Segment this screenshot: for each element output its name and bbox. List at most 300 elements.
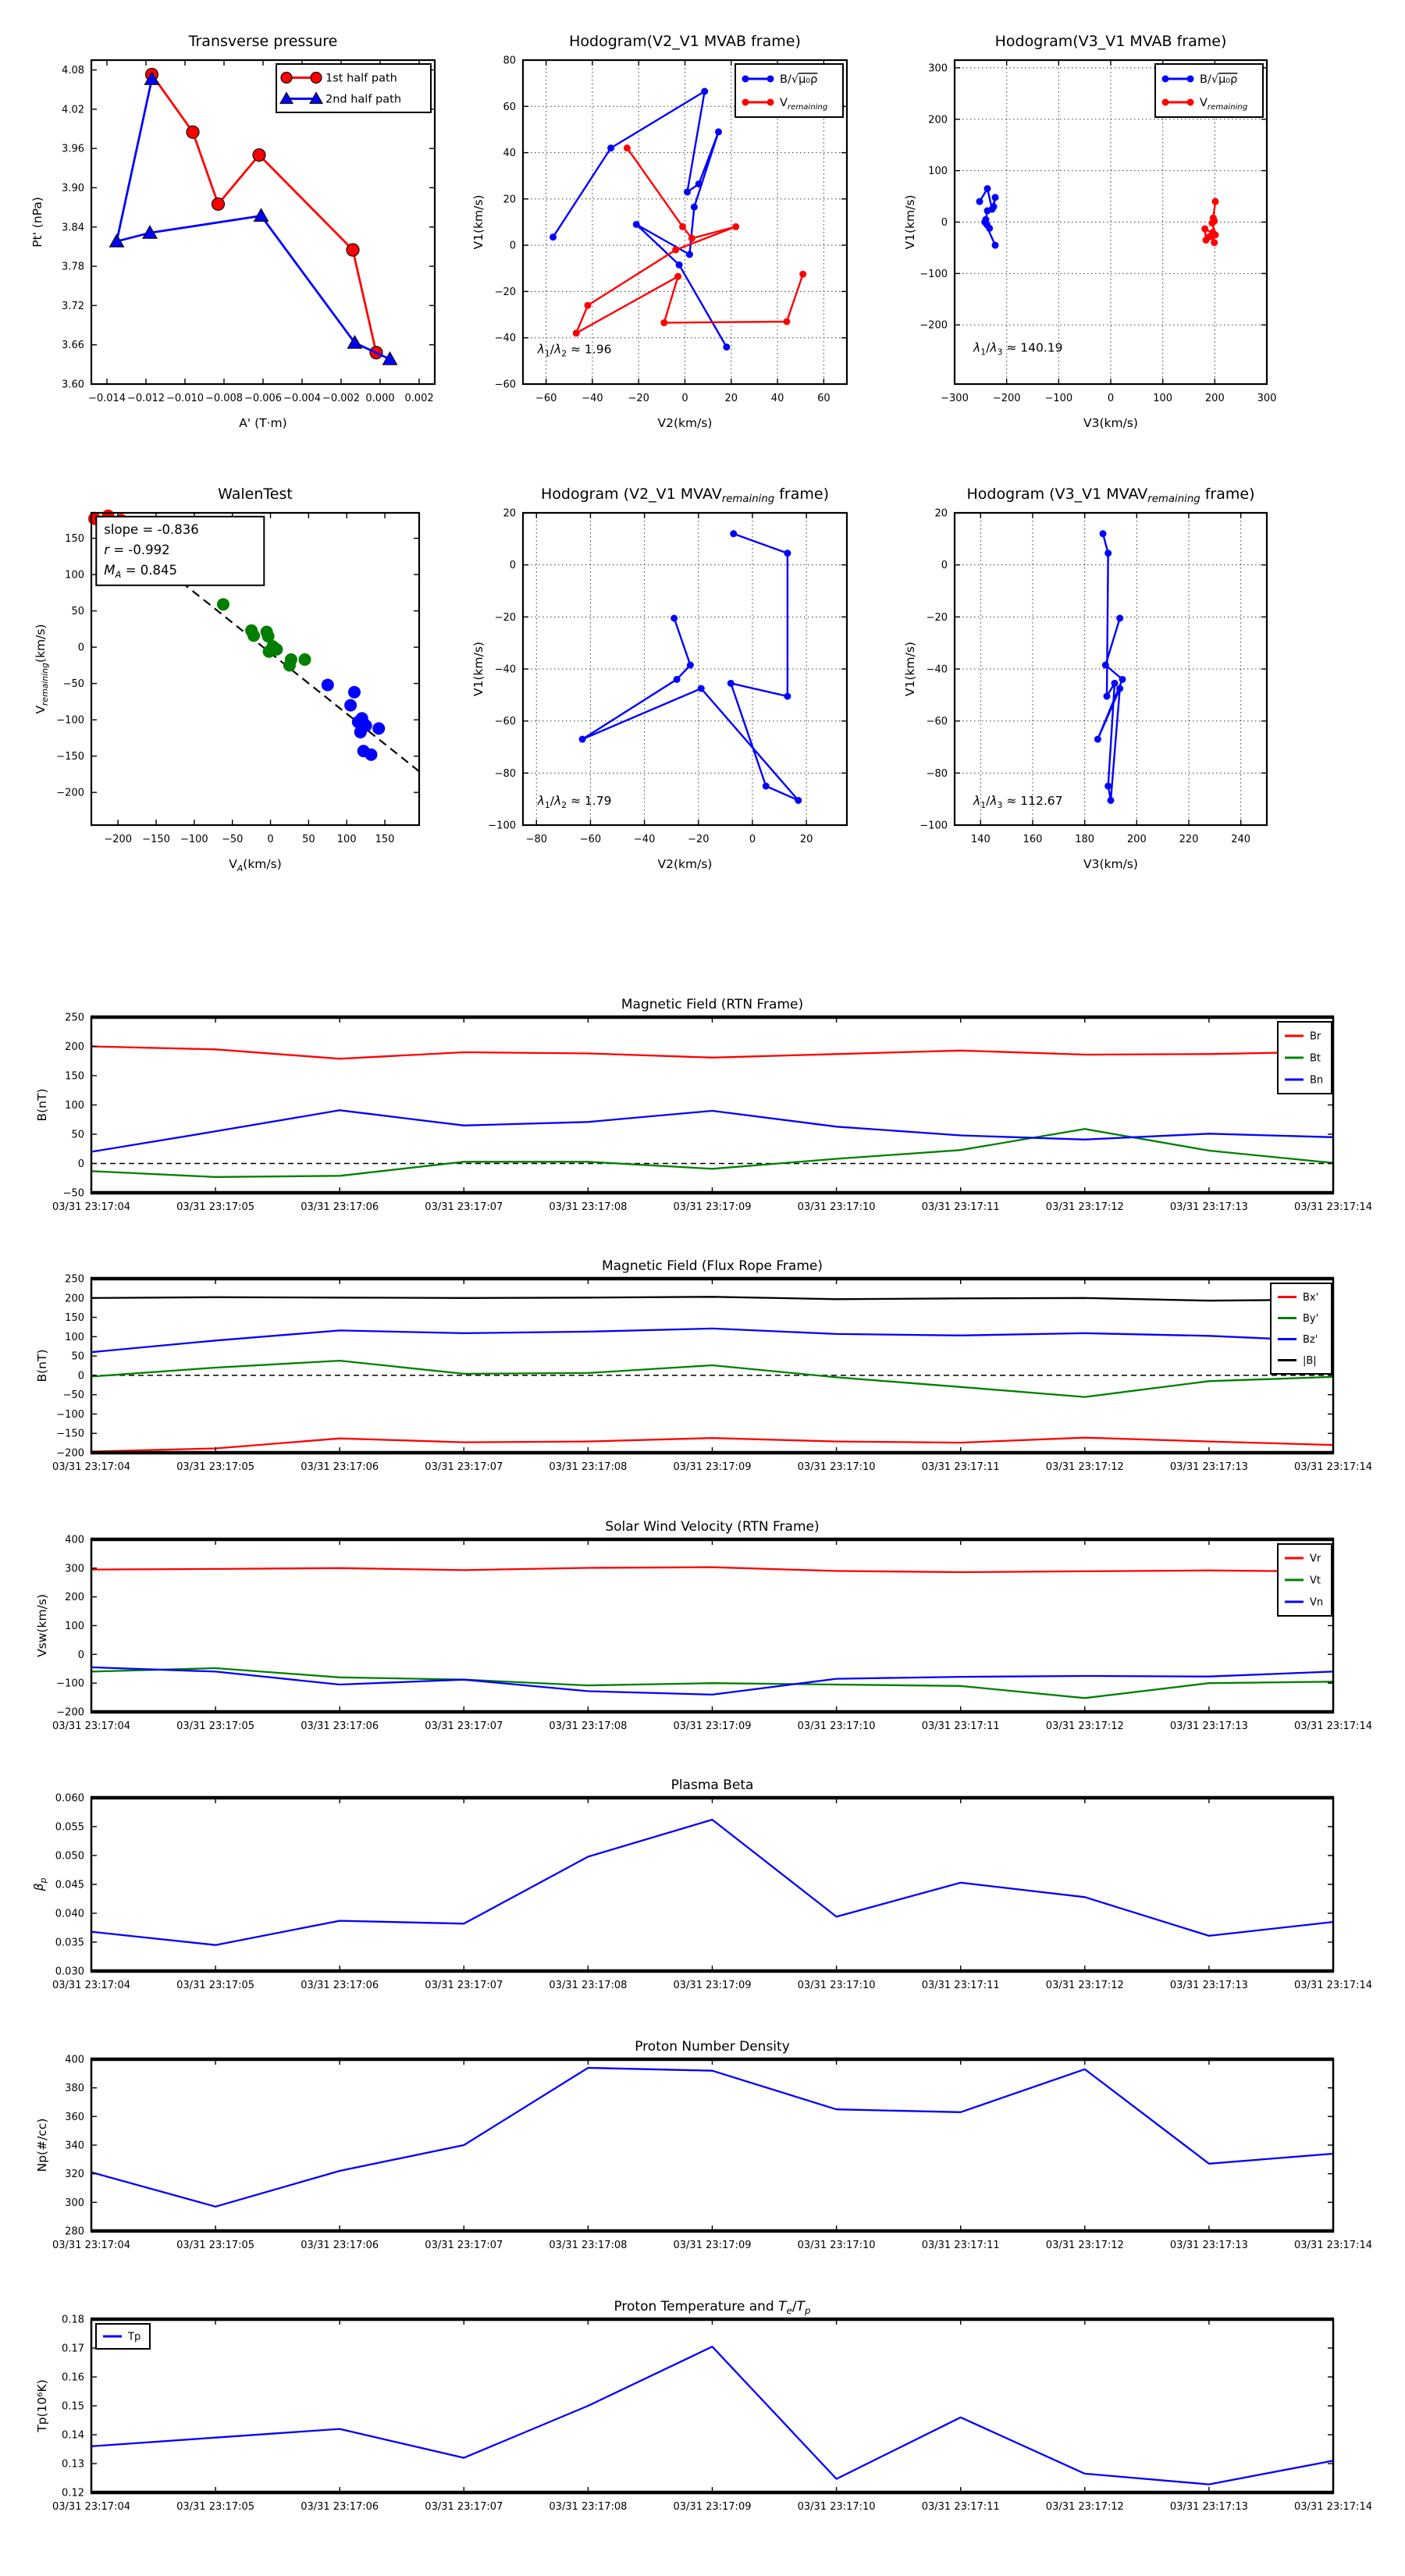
legend-label: B/√μ₀ρ <box>780 73 818 87</box>
x-tick-label: 0 <box>681 393 688 404</box>
chart-walen-test <box>34 486 419 873</box>
x-tick-label: 03/31 23:17:13 <box>1169 1461 1248 1473</box>
x-tick-label: −150 <box>142 834 170 845</box>
x-tick-label: 03/31 23:17:05 <box>176 1201 255 1213</box>
dot-marker <box>715 128 722 135</box>
x-tick-label: 03/31 23:17:04 <box>52 1201 130 1213</box>
x-tick-label: 140 <box>970 834 991 845</box>
dot-marker <box>1201 226 1208 233</box>
x-tick-label: 03/31 23:17:10 <box>797 1201 876 1213</box>
series-line <box>91 2347 1333 2484</box>
y-tick-label: 150 <box>65 1070 84 1083</box>
dot-marker <box>727 680 735 687</box>
y-axis-label: V1(km/s) <box>903 194 917 250</box>
y-tick-label: 3.66 <box>62 340 84 352</box>
dot-marker <box>676 262 683 269</box>
y-tick-label: −100 <box>919 820 948 832</box>
dot-marker <box>674 676 681 683</box>
dot-marker <box>992 194 999 201</box>
x-axis-label: $V_A(km/s)$ <box>229 857 282 873</box>
dot-marker <box>550 233 557 240</box>
circle-marker <box>212 197 225 210</box>
circle-marker <box>347 244 359 256</box>
x-tick-label: 03/31 23:17:08 <box>549 1980 628 1991</box>
y-tick-label: 0.16 <box>62 2371 84 2384</box>
dot-marker <box>691 204 698 211</box>
y-tick-label: 200 <box>928 114 948 126</box>
dot-marker <box>695 180 702 187</box>
chart-title: Hodogram (V3_V1 $MVAV_{remaining}$ frame) <box>966 486 1255 505</box>
dot-marker <box>579 736 586 743</box>
x-axis-label: V3(km/s) <box>1083 857 1138 871</box>
dot-marker <box>763 783 770 790</box>
chart-title: WalenTest <box>218 486 293 503</box>
dot-marker <box>1212 198 1219 205</box>
x-tick-label: 200 <box>1204 393 1225 404</box>
y-tick-label: 100 <box>65 1100 84 1112</box>
x-tick-label: 03/31 23:17:10 <box>797 2240 876 2251</box>
dot-marker <box>1108 797 1115 804</box>
y-tick-label: −80 <box>926 767 948 780</box>
y-tick-label: 400 <box>65 2054 84 2066</box>
y-tick-label: 200 <box>65 1293 84 1305</box>
x-tick-label: 03/31 23:17:05 <box>176 1720 255 1732</box>
dot-marker <box>742 76 749 83</box>
y-tick-label: 400 <box>65 1534 84 1546</box>
series-line <box>553 91 727 347</box>
y-axis-label: V1(km/s) <box>471 642 486 696</box>
scatter-point <box>283 659 296 671</box>
dot-marker <box>767 99 774 106</box>
x-tick-label: 100 <box>336 834 357 845</box>
x-tick-label: 03/31 23:17:10 <box>797 1461 876 1473</box>
series-line <box>91 1329 1333 1352</box>
x-tick-label: −60 <box>579 834 602 845</box>
y-tick-label: 0 <box>77 1370 84 1382</box>
annotation: $\lambda_1/\lambda_3 \approx 112.67$ <box>973 794 1063 810</box>
x-tick-label: −300 <box>941 393 969 404</box>
y-tick-label: 0 <box>941 560 948 572</box>
chart-title: Magnetic Field (RTN Frame) <box>621 997 804 1012</box>
annotation: $\lambda_1/\lambda_2 \approx 1.96$ <box>537 342 612 359</box>
chart-solar-wind-velocity <box>35 1519 1372 1732</box>
x-tick-label: −100 <box>1044 393 1073 404</box>
x-tick-label: 03/31 23:17:09 <box>673 1980 752 1991</box>
x-tick-label: 03/31 23:17:07 <box>425 1461 503 1473</box>
x-axis-label: A' (T·m) <box>239 416 287 430</box>
scatter-point <box>344 699 357 712</box>
legend-label: Bz' <box>1303 1334 1318 1347</box>
dot-marker <box>1102 662 1109 669</box>
x-tick-label: 03/31 23:17:11 <box>921 1461 1000 1473</box>
y-tick-label: −20 <box>494 286 516 298</box>
axes-frame <box>91 1798 1333 1971</box>
y-tick-label: −50 <box>62 1389 84 1402</box>
dot-marker <box>573 329 580 336</box>
y-axis-label: $V_{remaining}(km/s)$ <box>34 624 50 714</box>
dot-marker <box>986 225 993 232</box>
dot-marker <box>1119 676 1126 683</box>
x-tick-label: −0.010 <box>165 393 205 404</box>
y-tick-label: 4.08 <box>62 65 84 77</box>
y-tick-label: 3.60 <box>62 379 84 391</box>
x-tick-label: −200 <box>992 393 1021 404</box>
x-tick-label: 0 <box>1107 393 1115 404</box>
x-tick-label: 03/31 23:17:04 <box>52 1980 130 1991</box>
chart-title: Transverse pressure <box>188 33 338 50</box>
dot-marker <box>1187 99 1194 106</box>
dot-marker <box>767 76 774 83</box>
y-tick-label: 0.035 <box>55 1937 84 1949</box>
y-tick-label: 280 <box>65 2226 84 2238</box>
x-tick-label: 03/31 23:17:11 <box>921 1720 1000 1732</box>
y-tick-label: 150 <box>65 1312 84 1325</box>
y-tick-label: 50 <box>71 1350 84 1363</box>
y-tick-label: 0.17 <box>62 2343 84 2355</box>
axes-frame <box>91 2059 1333 2231</box>
y-tick-label: 0.15 <box>62 2400 84 2413</box>
y-axis-label: Tp(10⁶K) <box>35 2379 49 2432</box>
dot-marker <box>687 662 694 669</box>
x-tick-label: −0.012 <box>126 393 165 404</box>
x-tick-label: −50 <box>221 834 244 845</box>
series-line <box>91 1567 1333 1572</box>
legend-label: Bt <box>1310 1052 1321 1065</box>
x-tick-label: 03/31 23:17:12 <box>1045 1980 1124 1991</box>
scatter-point <box>247 629 260 642</box>
series-line <box>91 1668 1333 1698</box>
y-tick-label: 200 <box>65 1592 84 1604</box>
series-line <box>91 1361 1333 1397</box>
legend-label: $V_{remaining}$ <box>1200 97 1248 112</box>
y-tick-label: 40 <box>503 148 516 160</box>
scatter-point <box>298 653 311 666</box>
dot-marker <box>784 550 791 557</box>
x-axis-label: V3(km/s) <box>1083 416 1138 430</box>
y-tick-label: 60 <box>503 101 516 113</box>
circle-marker <box>253 149 265 162</box>
y-tick-label: 0.18 <box>62 2314 84 2326</box>
y-axis-label: Pt' (nPa) <box>30 197 44 247</box>
series-line <box>91 1297 1333 1300</box>
axes-frame <box>91 2319 1333 2492</box>
dot-marker <box>732 223 739 230</box>
y-tick-label: 20 <box>934 507 948 520</box>
x-tick-label: 03/31 23:17:04 <box>52 1461 130 1473</box>
y-tick-label: 3.78 <box>62 261 84 273</box>
x-tick-label: −80 <box>525 834 548 845</box>
y-tick-label: 3.90 <box>62 182 84 194</box>
legend-label: 2nd half path <box>325 93 402 106</box>
x-tick-label: 03/31 23:17:12 <box>1045 1461 1124 1473</box>
y-tick-label: −100 <box>488 820 516 832</box>
x-tick-label: 03/31 23:17:09 <box>673 2240 752 2251</box>
x-tick-label: 03/31 23:17:07 <box>425 1980 503 1991</box>
y-axis-label: V1(km/s) <box>903 642 917 696</box>
x-tick-label: 60 <box>817 393 831 404</box>
dot-marker <box>984 185 991 192</box>
x-tick-label: 03/31 23:17:12 <box>1045 1201 1124 1213</box>
dot-marker <box>730 530 737 537</box>
y-tick-label: 0.030 <box>55 1966 84 1978</box>
y-tick-label: 0.045 <box>55 1879 84 1891</box>
y-axis-label: $\beta_p$ <box>32 1877 48 1891</box>
dot-marker <box>992 242 999 249</box>
x-tick-label: 03/31 23:17:09 <box>673 2501 752 2513</box>
y-tick-label: 0.12 <box>62 2487 84 2500</box>
y-tick-label: 150 <box>65 533 84 546</box>
axes-frame <box>91 1539 1333 1712</box>
y-tick-label: 380 <box>65 2083 84 2095</box>
y-tick-label: 0 <box>941 217 948 229</box>
dot-marker <box>1104 783 1112 790</box>
x-tick-label: −100 <box>180 834 208 845</box>
x-tick-label: 03/31 23:17:07 <box>425 2501 503 2513</box>
y-tick-label: 0.14 <box>62 2429 84 2442</box>
y-tick-label: −200 <box>56 1706 84 1719</box>
scatter-point <box>270 643 283 656</box>
x-tick-label: −20 <box>628 393 649 404</box>
x-tick-label: 03/31 23:17:10 <box>797 2501 876 2513</box>
series-line <box>1097 534 1122 801</box>
x-tick-label: 03/31 23:17:12 <box>1045 2501 1124 2513</box>
scatter-point <box>372 722 385 735</box>
y-tick-label: −40 <box>926 664 948 676</box>
legend-label: Bn <box>1310 1074 1324 1087</box>
annotation: $\lambda_1/\lambda_3 \approx 140.19$ <box>973 340 1063 358</box>
y-tick-label: 0.13 <box>62 2458 84 2471</box>
y-axis-label: B(nT) <box>35 1349 49 1382</box>
axes-frame <box>91 1017 1333 1193</box>
y-tick-label: 200 <box>65 1041 84 1053</box>
x-tick-label: −0.006 <box>244 393 283 404</box>
x-tick-label: 03/31 23:17:10 <box>797 1980 876 1991</box>
chart-magnetic-field-rtn <box>35 997 1372 1213</box>
chart-title: Hodogram(V3_V1 MVAB frame) <box>994 33 1227 50</box>
scatter-point <box>217 598 229 610</box>
x-tick-label: 03/31 23:17:13 <box>1169 1720 1248 1732</box>
y-tick-label: −20 <box>494 611 516 624</box>
dot-marker <box>686 251 693 258</box>
legend-label: Br <box>1310 1030 1321 1043</box>
y-axis-label: B(nT) <box>35 1088 49 1122</box>
series-line <box>91 1820 1333 1945</box>
x-tick-label: 240 <box>1231 834 1251 845</box>
dot-marker <box>684 188 691 195</box>
y-tick-label: −150 <box>56 1428 84 1440</box>
x-tick-label: 03/31 23:17:07 <box>425 2240 503 2251</box>
legend-label: Bx' <box>1303 1292 1319 1304</box>
chart-plasma-beta <box>32 1777 1372 1991</box>
dot-marker <box>607 144 614 151</box>
x-tick-label: 03/31 23:17:09 <box>673 1720 752 1732</box>
x-tick-label: 03/31 23:17:06 <box>301 2240 379 2251</box>
dot-marker <box>723 343 730 350</box>
chart-title: Proton Number Density <box>635 2039 790 2055</box>
x-tick-label: 03/31 23:17:05 <box>176 2501 255 2513</box>
circle-marker <box>281 73 292 84</box>
y-tick-label: 100 <box>928 165 948 178</box>
y-tick-label: 0.060 <box>55 1792 84 1805</box>
annotation-line: $M_A = 0.845$ <box>104 562 178 580</box>
x-tick-label: 200 <box>1126 834 1147 845</box>
dot-marker <box>1112 680 1119 687</box>
chart-title: Magnetic Field (Flux Rope Frame) <box>602 1258 823 1274</box>
dot-marker <box>976 198 984 205</box>
y-tick-label: 100 <box>65 1621 84 1632</box>
y-tick-label: −50 <box>62 678 84 691</box>
x-tick-label: 03/31 23:17:04 <box>52 2240 130 2251</box>
dot-marker <box>672 247 679 254</box>
x-tick-label: 0.002 <box>404 393 434 404</box>
x-tick-label: 03/31 23:17:06 <box>301 1201 379 1213</box>
series-line <box>91 1047 1333 1059</box>
annotation-line: slope = -0.836 <box>104 521 199 537</box>
y-tick-label: −200 <box>56 1447 84 1460</box>
x-tick-label: 03/31 23:17:13 <box>1169 1980 1248 1991</box>
circle-marker <box>187 126 199 138</box>
legend-label: Vr <box>1310 1553 1321 1565</box>
x-tick-label: 50 <box>302 834 315 845</box>
dot-marker <box>1209 229 1216 236</box>
legend-label: By' <box>1303 1313 1319 1325</box>
y-tick-label: 0 <box>509 240 516 252</box>
y-tick-label: −100 <box>56 1678 84 1690</box>
x-tick-label: 0.000 <box>365 393 395 404</box>
x-tick-label: 03/31 23:17:04 <box>52 2501 130 2513</box>
annotation: $\lambda_1/\lambda_2 \approx 1.79$ <box>537 794 612 810</box>
x-tick-label: −60 <box>535 393 557 404</box>
y-tick-label: −200 <box>56 787 84 799</box>
dot-marker <box>698 685 705 692</box>
dot-marker <box>688 235 695 242</box>
legend-label: B/√μ₀ρ <box>1200 73 1238 87</box>
y-tick-label: −20 <box>926 611 948 624</box>
dot-marker <box>1104 693 1111 700</box>
y-tick-label: 360 <box>65 2111 84 2123</box>
chart-hodogram-v2v1-mvav <box>471 486 847 871</box>
y-tick-label: 4.02 <box>62 104 84 116</box>
x-tick-label: 03/31 23:17:06 <box>301 1720 379 1732</box>
dot-marker <box>679 223 686 230</box>
dot-marker <box>674 273 681 280</box>
x-tick-label: 03/31 23:17:09 <box>673 1201 752 1213</box>
y-tick-label: 0.055 <box>55 1821 84 1834</box>
y-tick-label: −80 <box>494 767 516 780</box>
x-tick-label: −40 <box>582 393 603 404</box>
y-axis-label: Np(#/cc) <box>35 2118 49 2172</box>
legend <box>276 64 431 112</box>
y-tick-label: 300 <box>65 1563 84 1575</box>
y-tick-label: 300 <box>928 62 948 75</box>
legend <box>1155 64 1263 117</box>
y-tick-label: 0.050 <box>55 1850 84 1863</box>
y-tick-label: −60 <box>926 716 948 728</box>
x-tick-label: 40 <box>770 393 784 404</box>
x-tick-label: 03/31 23:17:13 <box>1169 2240 1248 2251</box>
chart-hodogram-v2v1-mvab <box>471 33 847 430</box>
chart-proton-number-density <box>35 2039 1372 2251</box>
dot-marker <box>624 144 631 151</box>
x-tick-label: 03/31 23:17:05 <box>176 1461 255 1473</box>
y-tick-label: −60 <box>494 716 516 728</box>
x-axis-label: V2(km/s) <box>657 857 713 871</box>
dot-marker <box>1209 219 1216 226</box>
y-tick-label: 0 <box>77 1649 84 1661</box>
x-tick-label: 03/31 23:17:06 <box>301 2501 379 2513</box>
dot-marker <box>1100 530 1107 537</box>
legend <box>96 2324 150 2349</box>
y-tick-label: 0 <box>77 1158 84 1170</box>
y-tick-label: 50 <box>71 1129 84 1141</box>
chart-title: Hodogram(V2_V1 MVAB frame) <box>569 33 801 50</box>
legend <box>1278 1544 1332 1616</box>
chart-transverse-pressure <box>30 33 435 430</box>
triangle-marker <box>383 352 397 365</box>
x-tick-label: 03/31 23:17:13 <box>1169 1201 1248 1213</box>
x-tick-label: 03/31 23:17:14 <box>1294 1201 1372 1213</box>
circle-marker <box>311 73 322 84</box>
legend-label: Tp <box>128 2331 141 2343</box>
dot-marker <box>1104 550 1112 557</box>
scatter-point <box>354 726 367 738</box>
y-tick-label: −200 <box>919 319 948 332</box>
y-tick-label: 20 <box>503 507 516 520</box>
y-tick-label: −150 <box>56 751 84 763</box>
chart-title: Solar Wind Velocity (RTN Frame) <box>605 1519 820 1535</box>
x-tick-label: 0 <box>749 834 756 845</box>
chart-proton-temperature <box>35 2299 1372 2513</box>
y-tick-label: 250 <box>65 1012 84 1024</box>
y-tick-label: 100 <box>65 1331 84 1343</box>
dot-marker <box>701 88 708 95</box>
dot-marker <box>1094 736 1101 743</box>
y-tick-label: −50 <box>62 1187 84 1200</box>
dot-marker <box>799 271 806 278</box>
x-tick-label: 03/31 23:17:11 <box>921 1980 1000 1991</box>
y-tick-label: −40 <box>494 664 516 676</box>
x-tick-label: 03/31 23:17:04 <box>52 1720 130 1732</box>
dot-marker <box>670 615 678 622</box>
y-tick-label: 50 <box>71 606 84 618</box>
x-tick-label: −0.004 <box>283 393 322 404</box>
x-tick-label: 03/31 23:17:08 <box>549 1461 628 1473</box>
dot-marker <box>585 302 592 309</box>
x-tick-label: 03/31 23:17:14 <box>1294 2501 1372 2513</box>
x-tick-label: 03/31 23:17:08 <box>549 1201 628 1213</box>
dot-marker <box>1116 615 1123 622</box>
chart-hodogram-v3v1-mvav <box>903 486 1267 871</box>
legend-label: Vt <box>1310 1574 1321 1587</box>
y-tick-label: 340 <box>65 2140 84 2152</box>
series-line <box>117 79 390 359</box>
scatter-point <box>348 686 361 699</box>
dot-marker <box>742 99 749 106</box>
dot-marker <box>1162 76 1169 83</box>
x-tick-label: 03/31 23:17:05 <box>176 1980 255 1991</box>
x-tick-label: 03/31 23:17:14 <box>1294 1720 1372 1732</box>
x-tick-label: 03/31 23:17:09 <box>673 1461 752 1473</box>
x-tick-label: 03/31 23:17:11 <box>921 2240 1000 2251</box>
y-tick-label: 3.96 <box>62 143 84 155</box>
x-tick-label: 0 <box>267 834 274 845</box>
x-tick-label: −0.002 <box>322 393 361 404</box>
legend <box>1278 1022 1332 1094</box>
legend-label: |B| <box>1303 1355 1317 1368</box>
dot-marker <box>633 221 640 228</box>
x-tick-label: 03/31 23:17:14 <box>1294 1461 1372 1473</box>
x-tick-label: −20 <box>688 834 710 845</box>
